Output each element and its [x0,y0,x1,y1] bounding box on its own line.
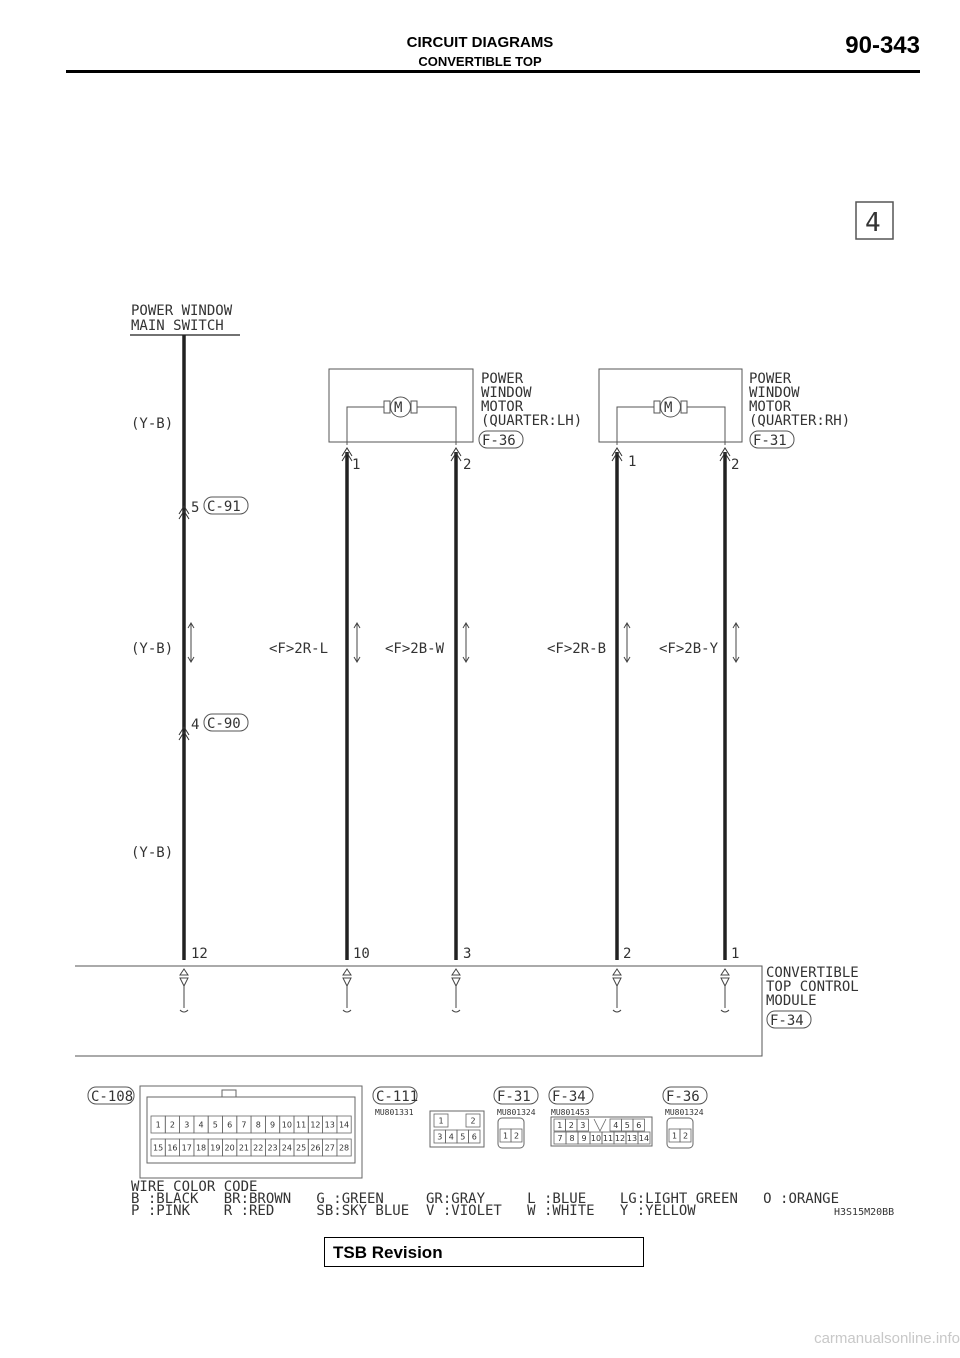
f36-pin-1-label: 1 [671,1131,678,1141]
module-label-line1: CONVERTIBLE [766,965,859,981]
motor-rh-connector: F-31 [753,433,787,449]
c108-pin-26-label: 26 [310,1143,321,1153]
f34-pin-8-label: 8 [569,1134,575,1143]
c108-pin-13-label: 13 [324,1120,335,1130]
module-label-line3: MODULE [766,993,817,1009]
c108-pin-15-label: 15 [153,1143,164,1153]
switch-label-line2: MAIN SWITCH [131,318,224,334]
c108-pin-6-label: 6 [227,1120,233,1130]
connector-c108-pins [151,1116,351,1156]
c108-pin-17-label: 17 [181,1143,192,1153]
module-pin-1: 1 [731,946,740,962]
module-pin-2: 2 [623,946,632,962]
page-number: 90-343 [845,32,920,59]
c108-pin-5-label: 5 [212,1120,218,1130]
connector-f31-id: F-31 [497,1089,531,1105]
f34-pin-5-label: 5 [624,1121,630,1130]
f31-pin-2-label: 2 [513,1131,520,1141]
motor-lh-symbol: M [394,400,403,416]
motor-lh-pin2: 2 [463,457,472,473]
c108-pin-3-label: 3 [184,1120,190,1130]
motor-lh-line2: WINDOW [481,385,532,401]
c108-pin-19-label: 19 [210,1143,221,1153]
f34-key [594,1119,606,1131]
connector-c91-pin: 5 [191,500,200,516]
wire-label-2r-b: <F>2R-B [547,641,607,657]
module-label-line2: TOP CONTROL [766,979,859,995]
f34-pin-14-label: 14 [638,1134,650,1143]
connector-c108-id: C-108 [91,1089,134,1105]
module-terminals [180,969,729,1012]
sheet-number: 4 [865,208,881,238]
f34-pin-3-label: 3 [580,1121,586,1130]
wire-label-2b-w: <F>2B-W [385,641,445,657]
tsb-revision-box: TSB Revision [324,1237,644,1267]
motor-lh-brush-right [411,401,417,413]
motor-rh-line4: (QUARTER:RH) [749,413,851,429]
page-section-title: CIRCUIT DIAGRAMS [406,34,554,51]
c108-pin-11-label: 11 [296,1120,307,1130]
f34-pin-9-label: 9 [581,1134,587,1143]
switch-label-line1: POWER WINDOW [131,303,233,319]
c108-pin-24-label: 24 [281,1143,292,1153]
connector-f31-pins [498,1118,524,1148]
module-pin-3: 3 [463,946,472,962]
c108-pin-7-label: 7 [241,1120,247,1130]
f34-pin-6-label: 6 [636,1121,642,1130]
c108-pin-20-label: 20 [224,1143,235,1153]
wire-yb-label-bot: (Y-B) [131,845,174,861]
wire-color-code-title: WIRE COLOR CODE [131,1179,258,1195]
f31-pin-1-label: 1 [502,1131,509,1141]
c108-pin-28-label: 28 [338,1143,350,1153]
connector-c91-id: C-91 [207,499,241,515]
motor-lh-pin1: 1 [352,457,361,473]
motor-rh-line1: POWER [749,371,792,387]
motor-rh-brush-right [681,401,687,413]
module-connector: F-34 [770,1013,804,1029]
c111-pin-1-label: 1 [438,1116,444,1126]
module-box [75,966,762,1056]
wire-color-code-row2: P :PINK R :RED SB:SKY BLUE V :VIOLET W :WHITE Y :YELLOW [131,1203,696,1219]
f34-pin-10-label: 10 [590,1134,602,1143]
connector-c108-latch [222,1090,236,1097]
page-subsection-title: CONVERTIBLE TOP [418,54,542,69]
connector-c111-id: C-111 [376,1089,419,1105]
f36-pin-2-label: 2 [682,1131,689,1141]
connector-c90-id: C-90 [207,716,241,732]
c108-pin-9-label: 9 [270,1120,276,1130]
f34-pin-2-label: 2 [568,1121,574,1130]
f34-pin-7-label: 7 [557,1134,563,1143]
f34-pin-1-label: 1 [557,1121,563,1130]
connector-f34-part: MU801453 [551,1108,590,1117]
motor-lh-brush-left [384,401,390,413]
connector-f34-pins [551,1117,652,1146]
f34-pin-12-label: 12 [614,1134,626,1143]
c111-pin-2-label: 2 [470,1116,476,1126]
c111-pin-6-label: 6 [471,1132,477,1142]
f34-pin-4-label: 4 [613,1121,619,1130]
c108-pin-1-label: 1 [155,1120,161,1130]
f34-pin-13-label: 13 [626,1134,638,1143]
c108-pin-18-label: 18 [195,1143,207,1153]
c108-pin-14-label: 14 [338,1120,350,1130]
c108-pin-21-label: 21 [238,1143,250,1153]
motor-rh-symbol: M [664,400,673,416]
figure-code: H3S15M20BB [834,1207,895,1218]
wire-yb-label-top: (Y-B) [131,416,174,432]
connector-c111-part: MU801331 [375,1108,414,1117]
c111-pin-3-label: 3 [437,1132,443,1142]
motor-rh-pin2: 2 [731,457,740,473]
wire-yb-label-mid: (Y-B) [131,641,174,657]
motor-rh-pin1: 1 [628,454,637,470]
f34-pin-11-label: 11 [602,1134,614,1143]
c108-pin-25-label: 25 [296,1143,307,1153]
connector-f36-id: F-36 [666,1089,700,1105]
wire-color-code-row1: B :BLACK BR:BROWN G :GREEN GR:GRAY L :BLUE LG:LIGHT GREEN O :ORANGE [131,1191,840,1207]
c108-pin-12-label: 12 [310,1120,321,1130]
c108-pin-22-label: 22 [253,1143,264,1153]
motor-rh-line3: MOTOR [749,399,792,415]
c108-pin-16-label: 16 [167,1143,178,1153]
motor-rh-brush-left [654,401,660,413]
connector-c111-pins [430,1111,484,1147]
motor-lh-connector: F-36 [482,433,516,449]
c108-pin-4-label: 4 [198,1120,204,1130]
motor-lh-line1: POWER [481,371,524,387]
motor-rh-line2: WINDOW [749,385,800,401]
connector-f31-part: MU801324 [497,1108,536,1117]
connector-f36-part: MU801324 [665,1108,704,1117]
motor-connector-chevrons [342,448,730,461]
c108-pin-8-label: 8 [255,1120,261,1130]
motor-lh-line3: MOTOR [481,399,524,415]
module-pin-12: 12 [191,946,208,962]
connector-f34-id: F-34 [552,1089,586,1105]
footer-watermark: carmanualsonline.info [814,1330,960,1347]
c108-pin-2-label: 2 [169,1120,175,1130]
connector-c90-pin: 4 [191,717,200,733]
motor-lh-line4: (QUARTER:LH) [481,413,583,429]
c108-pin-27-label: 27 [324,1143,335,1153]
c108-pin-10-label: 10 [281,1120,292,1130]
wire-label-2r-l: <F>2R-L [269,641,329,657]
motor-wires [347,452,725,960]
module-pin-10: 10 [353,946,370,962]
c111-pin-4-label: 4 [448,1132,454,1142]
connector-f36-pins [667,1118,693,1148]
wire-label-2b-y: <F>2B-Y [659,641,719,657]
c111-pin-5-label: 5 [460,1132,466,1142]
c108-pin-23-label: 23 [267,1143,278,1153]
